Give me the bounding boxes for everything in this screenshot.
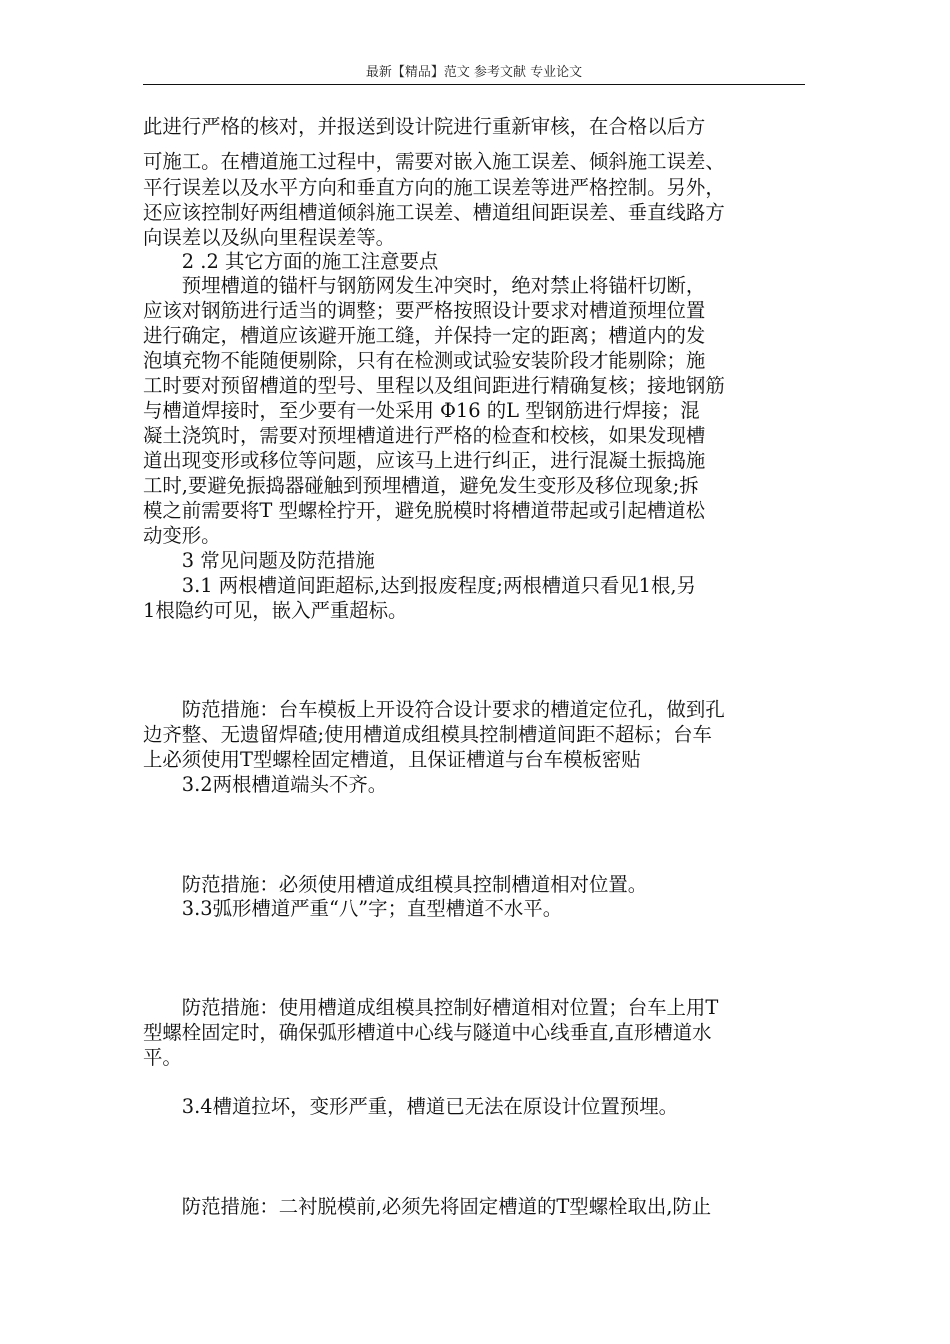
text-line: 防范措施：二衬脱模前,必须先将固定槽道的T型螺栓取出,防止 [143,1195,712,1218]
text-line: 还应该控制好两组槽道倾斜施工误差、槽道组间距误差、垂直线路方 [143,201,725,224]
section-heading: 3 常见问题及防范措施 [143,549,375,572]
section-heading: 3.4槽道拉坏，变形严重，槽道已无法在原设计位置预埋。 [143,1095,678,1118]
text-line: 防范措施：使用槽道成组模具控制好槽道相对位置；台车上用T [143,996,719,1019]
text-line: 可施工。在槽道施工过程中，需要对嵌入施工误差、倾斜施工误差、 [143,150,725,173]
header-divider [143,84,805,85]
text-line: 泡填充物不能随便剔除，只有在检测或试验安装阶段才能剔除；施 [143,349,706,372]
text-line: 应该对钢筋进行适当的调整；要严格按照设计要求对槽道预埋位置 [143,299,706,322]
text-line: 上必须使用T型螺栓固定槽道，且保证槽道与台车模板密贴 [143,748,641,771]
text-line: 道出现变形或移位等问题，应该马上进行纠正，进行混凝土振捣施 [143,449,706,472]
text-line: 预埋槽道的锚杆与钢筋网发生冲突时，绝对禁止将锚杆切断， [143,274,706,297]
text-line: 动变形。 [143,524,221,547]
text-line: 平。 [143,1046,182,1069]
page-header: 最新【精品】范文 参考文献 专业论文 [365,65,583,80]
section-heading: 2 .2 其它方面的施工注意要点 [143,250,439,273]
section-heading: 3.2两根槽道端头不齐。 [143,773,388,796]
text-line: 平行误差以及水平方向和垂直方向的施工误差等进严格控制。另外， [143,176,725,199]
text-line: 与槽道焊接时，至少要有一处采用 Φ16 的L 型钢筋进行焊接；混 [143,399,700,422]
text-line: 向误差以及纵向里程误差等。 [143,226,396,249]
text-line: 型螺栓固定时，确保弧形槽道中心线与隧道中心线垂直,直形槽道水 [143,1021,712,1044]
text-line: 工时,要避免振捣器碰触到预埋槽道，避免发生变形及移位现象;拆 [143,474,699,497]
text-line: 进行确定，槽道应该避开施工缝，并保持一定的距离；槽道内的发 [143,324,706,347]
text-line: 1根隐约可见，嵌入严重超标。 [143,599,408,622]
text-line: 此进行严格的核对，并报送到设计院进行重新审核，在合格以后方 [143,115,706,138]
text-line: 模之前需要将T 型螺栓拧开，避免脱模时将槽道带起或引起槽道松 [143,499,706,522]
text-line: 3.1 两根槽道间距超标,达到报废程度;两根槽道只看见1根,另 [143,574,696,597]
text-line: 凝土浇筑时，需要对预埋槽道进行严格的检查和校核，如果发现槽 [143,424,706,447]
text-line: 防范措施：台车模板上开设符合设计要求的槽道定位孔，做到孔 [143,698,725,721]
text-line: 防范措施：必须使用槽道成组模具控制槽道相对位置。 [143,873,648,896]
text-line: 边齐整、无遗留焊碴;使用槽道成组模具控制槽道间距不超标；台车 [143,723,712,746]
section-heading: 3.3弧形槽道严重“八”字；直型槽道不水平。 [143,897,563,920]
text-line: 工时要对预留槽道的型号、里程以及组间距进行精确复核；接地钢筋 [143,374,725,397]
